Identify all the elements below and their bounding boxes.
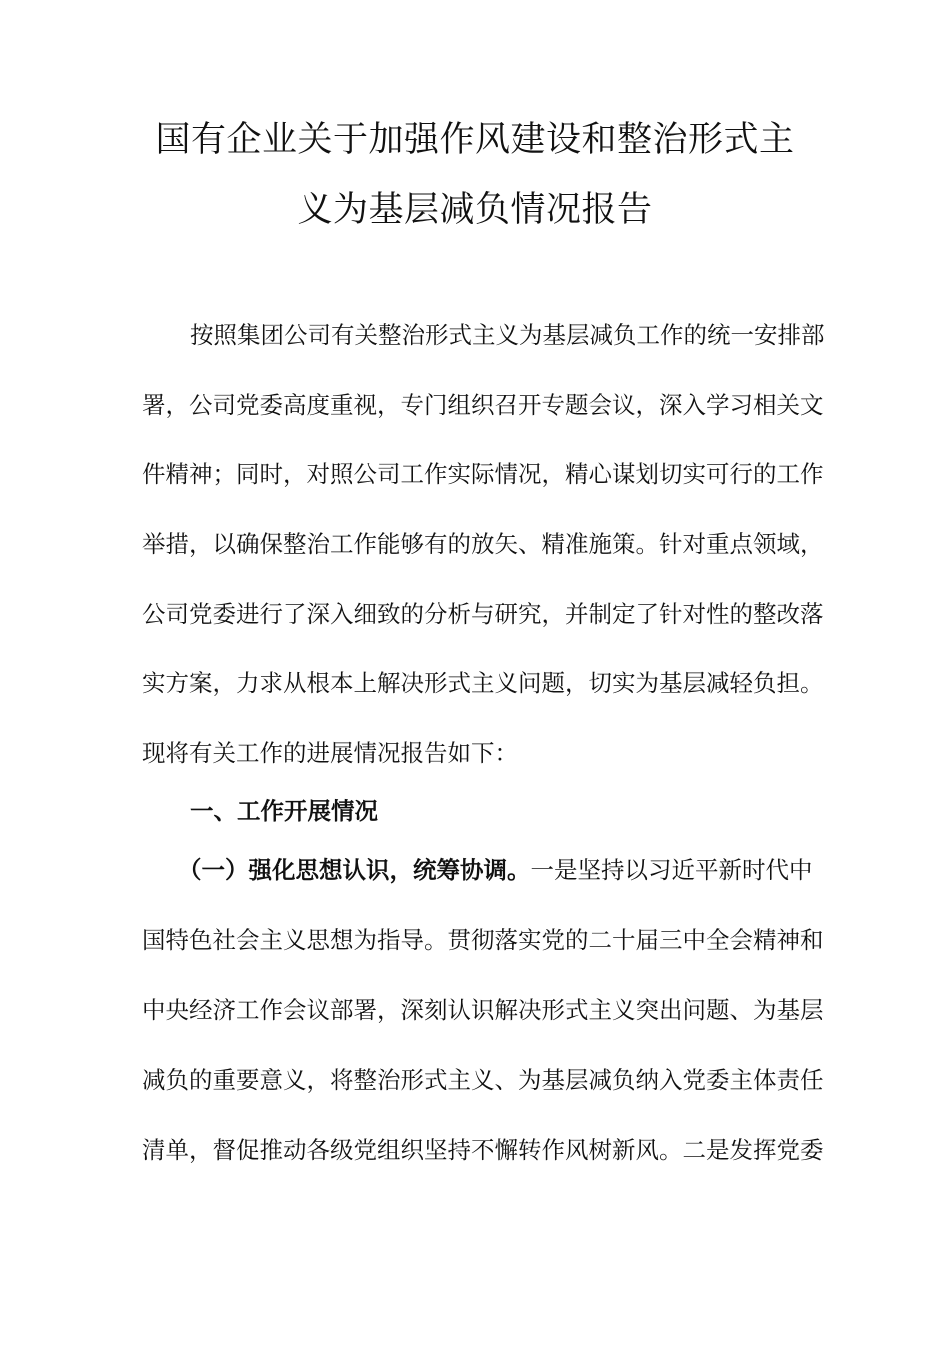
paragraph-line	[178, 855, 813, 885]
paragraph-text: 一是坚持以习近平新时代中	[530, 856, 813, 884]
paragraph-line: 件精神；同时，对照公司工作实际情况，精心谋划切实可行的工作	[142, 460, 824, 488]
section-heading	[190, 796, 808, 826]
paragraph-line: 举措，以确保整治工作能够有的放矢、精准施策。针对重点领域，	[142, 530, 824, 558]
paragraph-line: 国特色社会主义思想为指导。贯彻落实党的二十届三中全会精神和	[142, 926, 824, 954]
section-heading-text: 一、工作开展情况	[190, 797, 378, 825]
paragraph-line: 按照集团公司有关整治形式主义为基层减负工作的统一安排部	[190, 321, 825, 349]
paragraph-line: 实方案，力求从根本上解决形式主义问题，切实为基层减轻负担。	[142, 669, 824, 697]
paragraph-line: 现将有关工作的进展情况报告如下：	[142, 739, 518, 767]
paragraph-line: 署，公司党委高度重视，专门组织召开专题会议，深入学习相关文	[142, 391, 824, 419]
paragraph-line: 减负的重要意义，将整治形式主义、为基层减负纳入党委主体责任	[142, 1066, 824, 1094]
title-line-2: 义为基层减负情况报告	[297, 190, 653, 230]
paragraph-line: 清单，督促推动各级党组织坚持不懈转作风树新风。二是发挥党委	[142, 1136, 824, 1164]
title-line-1: 国有企业关于加强作风建设和整治形式主	[155, 120, 795, 160]
paragraph-line: 中央经济工作会议部署，深刻认识解决形式主义突出问题、为基层	[142, 996, 824, 1024]
subsection-heading: （一）强化思想认识，统筹协调。	[178, 856, 531, 884]
paragraph-line: 公司党委进行了深入细致的分析与研究，并制定了针对性的整改落	[142, 600, 824, 628]
